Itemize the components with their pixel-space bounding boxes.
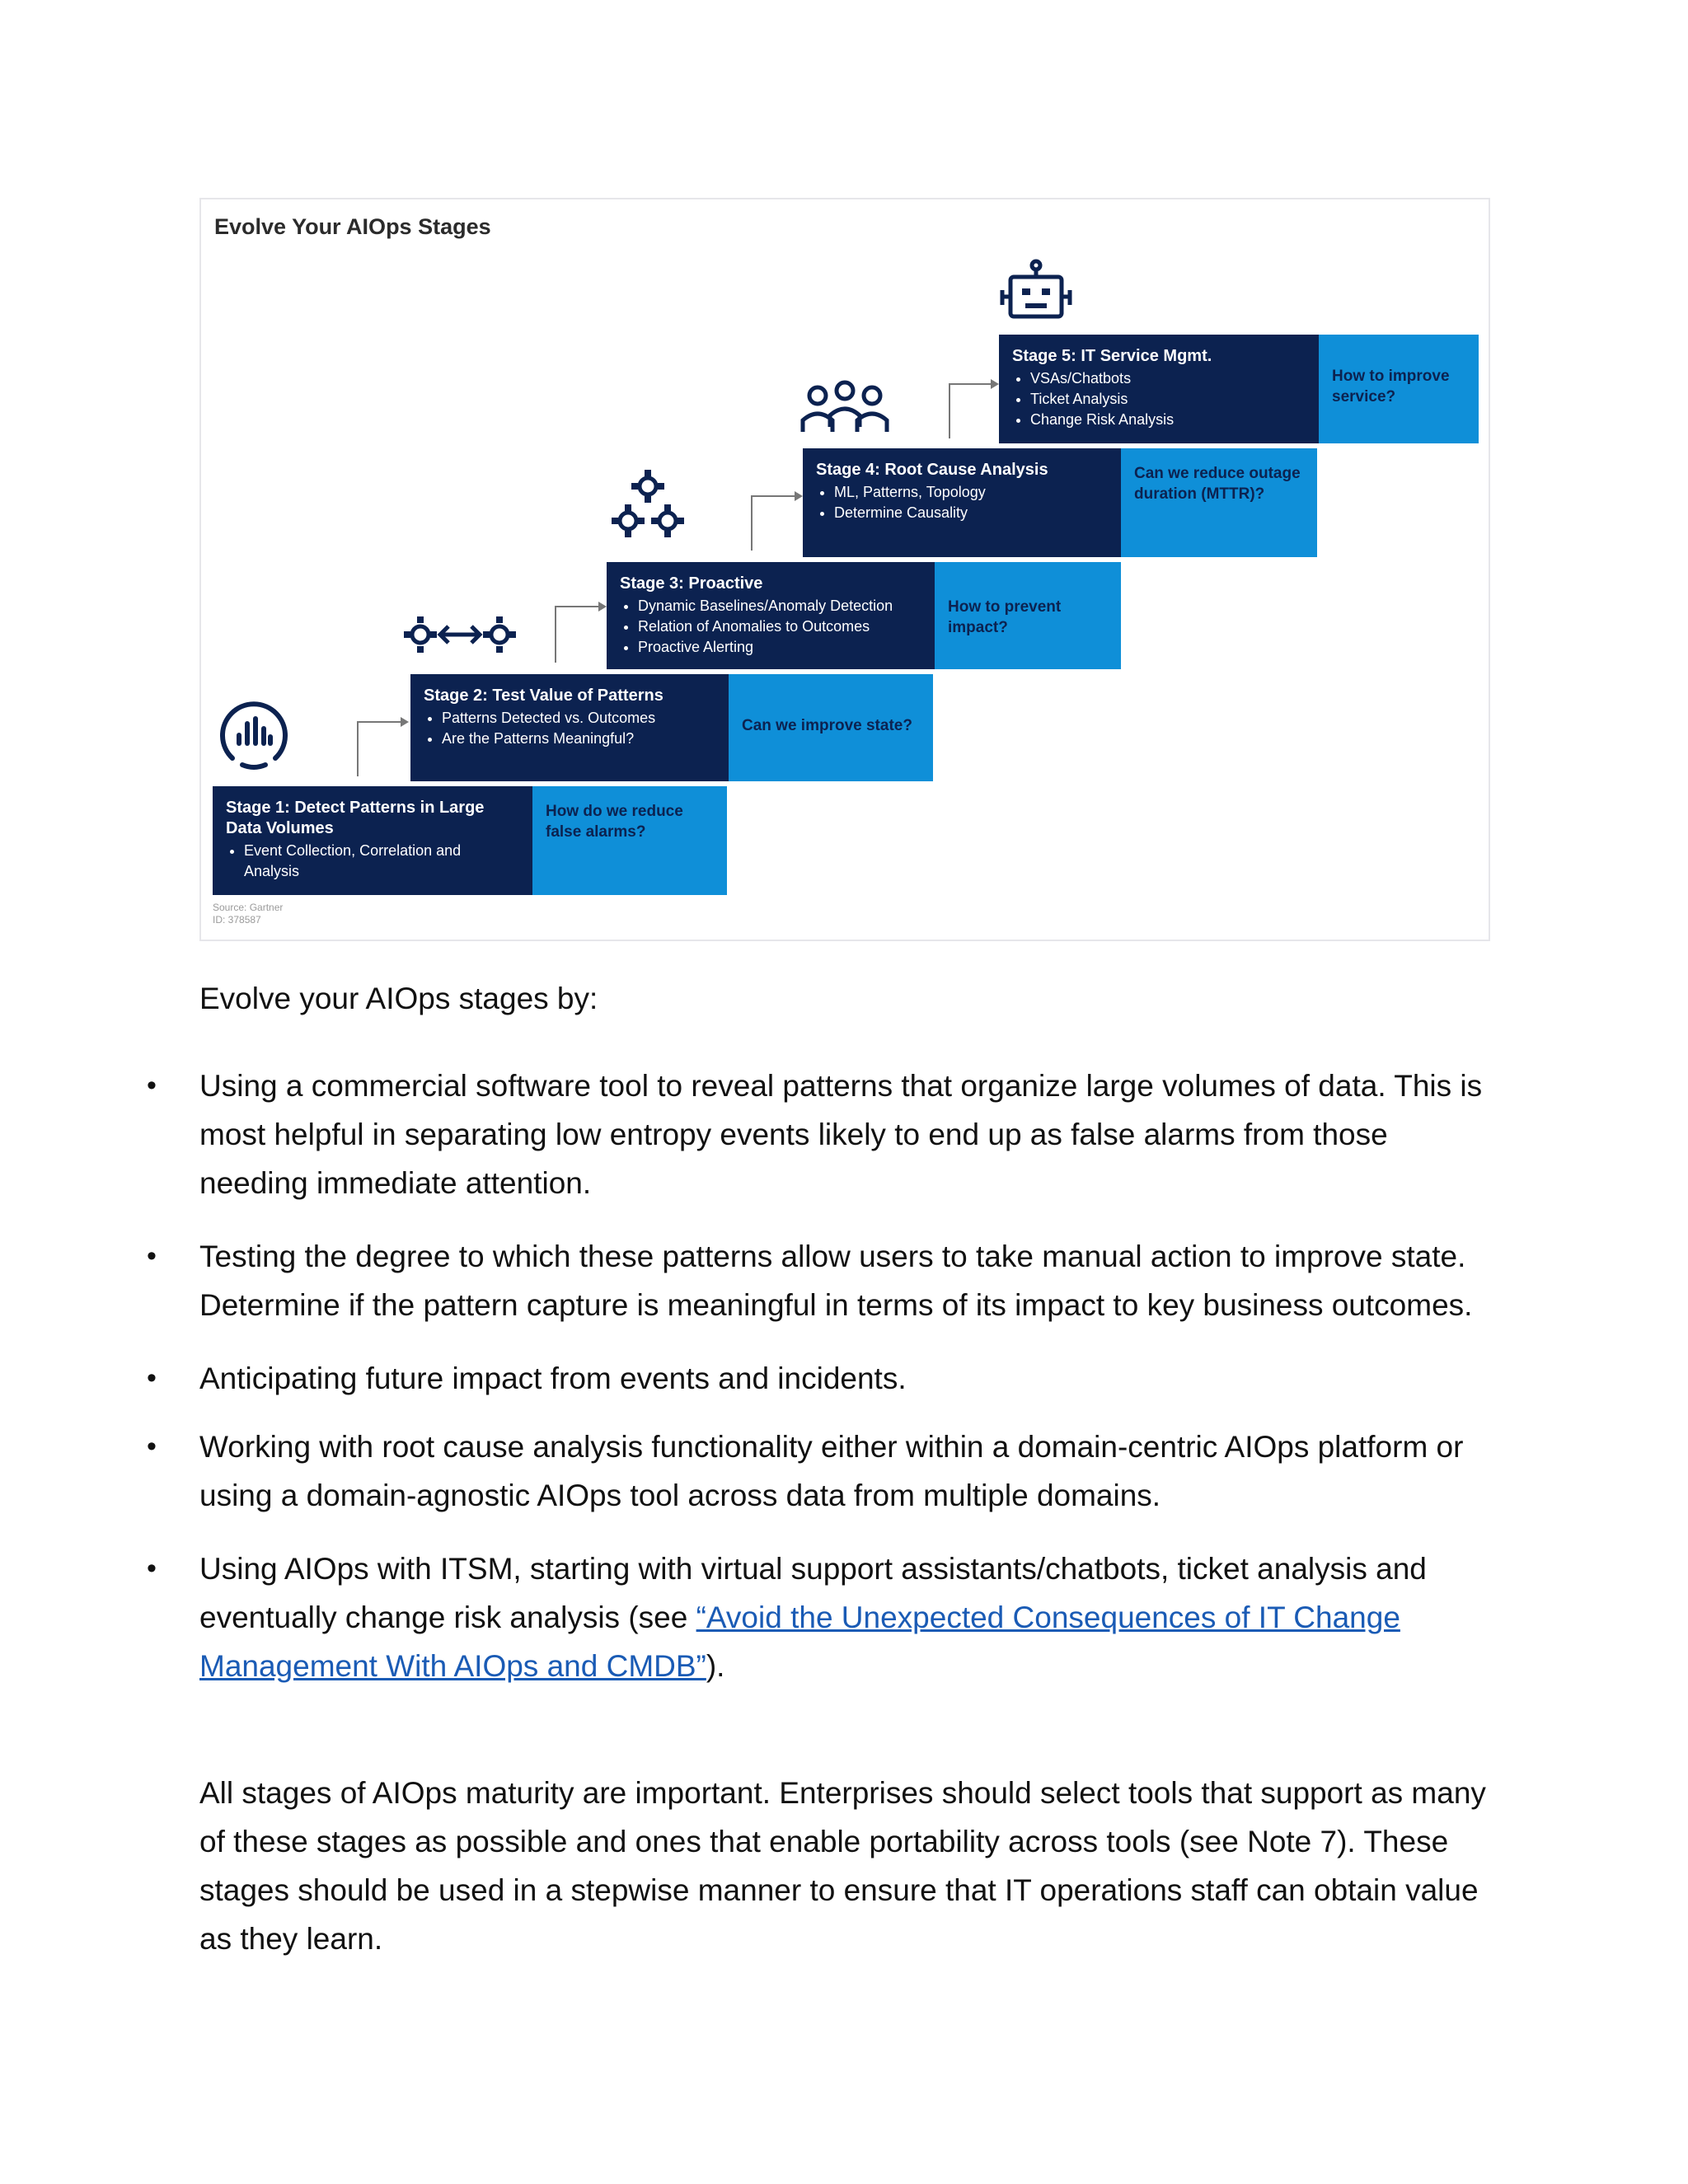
analytics-gauge-icon (214, 696, 293, 775)
stage-1-question: How do we reduce false alarms? (532, 786, 727, 895)
list-item: • Using a commercial software tool to reveal patterns that organize large volumes of data. This is most helpful in separating low entropy events likely to end up as false alarms from those needing immediate attention. (199, 1062, 1502, 1207)
stage-item: • Determine Causality (834, 503, 1108, 523)
bullet-text: Using AIOps with ITSM, starting with virtual support assistants/chatbots, ticket analysis and eventually change risk analysis (see (199, 1552, 1427, 1634)
stage-item: • Ticket Analysis (1030, 389, 1306, 410)
robot-icon (999, 259, 1073, 325)
people-group-icon (799, 379, 890, 437)
gears-cluster-icon (608, 466, 687, 546)
intro-text: Evolve your AIOps stages by: (199, 982, 598, 1015)
gears-exchange-icon (404, 612, 516, 658)
figure-title: Evolve Your AIOps Stages (214, 214, 491, 239)
stage-1-box (213, 786, 532, 895)
stage-2-box (410, 674, 729, 781)
stage-title: Stage 5: IT Service Mgmt. (1012, 347, 1212, 365)
stage-5-question: How to improve service? (1319, 335, 1479, 443)
stage-item: • ML, Patterns, Topology (834, 482, 1108, 503)
stage-3-question: How to prevent impact? (935, 562, 1121, 669)
stage-item: • Relation of Anomalies to Outcomes (638, 616, 921, 637)
bullet-list (199, 1062, 1502, 1715)
list-item: • Working with root cause analysis functionality either within a domain-centric AIOps platform or using a domain-agnostic AIOps tool across data from multiple domains. (199, 1422, 1502, 1520)
stage-title: Stage 1: Detect Patterns in Large Data Volumes (226, 799, 485, 837)
bullet-text-end: ). (706, 1649, 725, 1683)
source-id: ID: 378587 (213, 914, 261, 926)
stage-title: Stage 4: Root Cause Analysis (816, 461, 1048, 479)
stage-4-question: Can we reduce outage duration (MTTR)? (1121, 448, 1317, 557)
stage-item: • Event Collection, Correlation and Analysis (244, 841, 519, 882)
list-item: • Testing the degree to which these patterns allow users to take manual action to improve state. Determine if the pattern capture is meaningful in terms of its impact to key business outcomes. (199, 1232, 1502, 1329)
stage-item: • Are the Patterns Meaningful? (442, 729, 715, 749)
stage-3-box (607, 562, 935, 669)
stage-title: Stage 2: Test Value of Patterns (424, 687, 663, 705)
stage-item: • Patterns Detected vs. Outcomes (442, 708, 715, 729)
stage-5-box (999, 335, 1319, 443)
stage-2-question: Can we improve state? (729, 674, 933, 781)
stage-item: • Change Risk Analysis (1030, 410, 1306, 430)
stage-title: Stage 3: Proactive (620, 574, 763, 593)
closing-paragraph: All stages of AIOps maturity are important. Enterprises should select tools that support as many of these stages as possible and ones that enable portability across tools (see Note 7). These stages should be used in a stepwise manner to ensure that IT operations staff can obtain value as they learn. (199, 1776, 1486, 1956)
reference-link[interactable]: “Avoid the Unexpected Consequences of IT Change Management With AIOps and CMDB” (199, 1601, 1400, 1683)
stage-item: • Dynamic Baselines/Anomaly Detection (638, 596, 921, 616)
list-item: • Anticipating future impact from events and incidents. (199, 1354, 1502, 1403)
figure-source (213, 902, 283, 926)
list-item (199, 1544, 1502, 1690)
aiops-stages-figure (199, 198, 1490, 941)
stage-item: • Proactive Alerting (638, 637, 921, 658)
stage-4-box (803, 448, 1121, 557)
stage-item: • VSAs/Chatbots (1030, 368, 1306, 389)
source-label: Source: Gartner (213, 902, 284, 913)
